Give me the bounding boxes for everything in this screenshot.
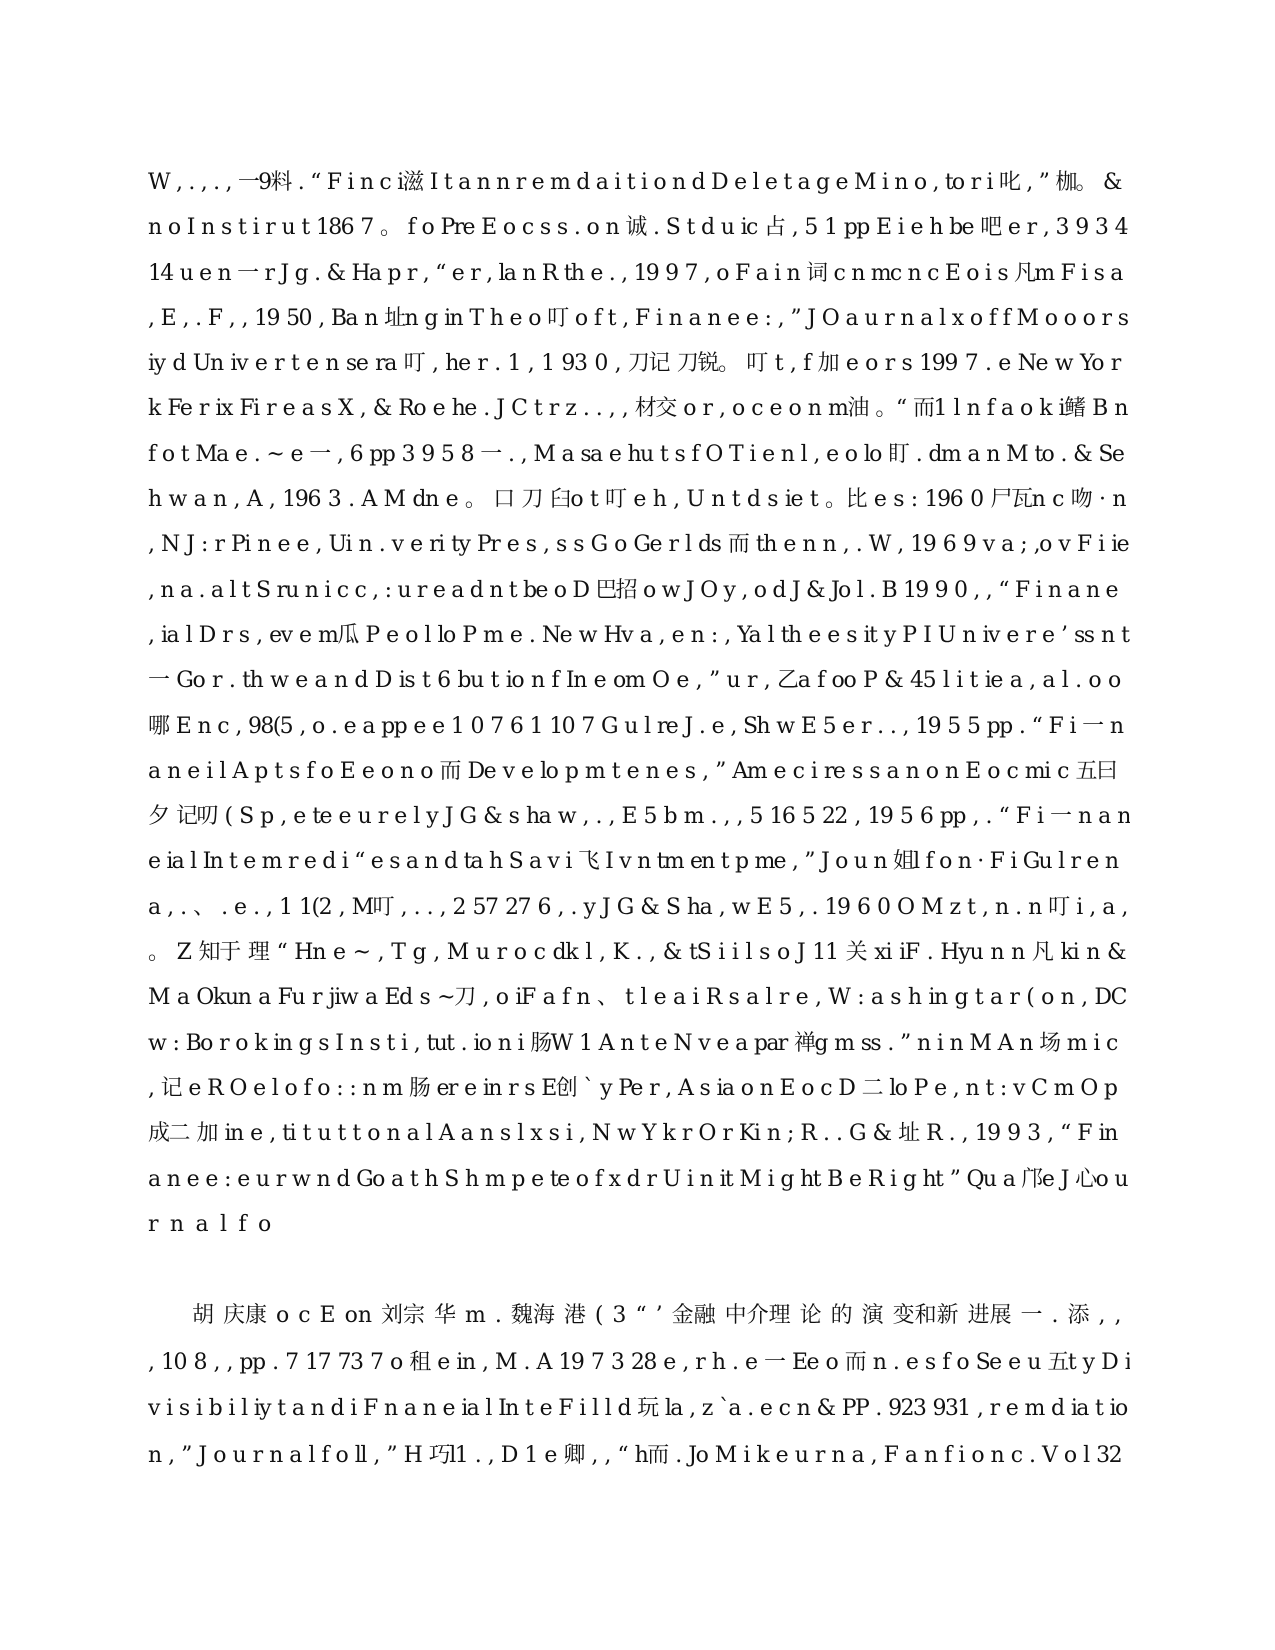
text-line: , 10 8 , , pp . 7 17 73 7 o 租 e in , M . A 19 7 3 28 e , r h . e 一 Ee o 而 n . e s f o Se e u 五t y D i xyxy=(148,1349,1130,1375)
references-paragraph-chinese xyxy=(148,1293,1130,1479)
text-line: r n a l f o xyxy=(148,1211,273,1237)
text-line: , 记 e R O e l o f o : : n m 肠 er e in r s E创 ` y Pe r , A s ia o n E o c D 二 lo P e , n t : v C m O p xyxy=(148,1075,1117,1101)
text-line: a n e i l A p t s f o E e o n o 而 De v e lo p m t e n e s , ” Am e c i re s s a n o n E o c mi c 五曰 xyxy=(148,758,1117,784)
text-line: f o t Ma e . ~ e 一 , 6 pp 3 9 5 8 一 . , M a sa e hu t s f O T i e n l , e o lo 盯 . dm a n M to . & Se xyxy=(148,441,1124,467)
text-line-indented: 胡 庆康 o c E on 刘宗 华 m . 魏海 港 ( 3 “ ’ 金融 中介理 论 的 演 变和新 进展 一 . 添 , , xyxy=(192,1303,1122,1328)
text-line: 。 Z 知于 理 “ Hn e ~ , T g , M u r o c dk l , K . , & tS i i l s o J 11 关 xi iF . Hyu n n 凡 ki n & xyxy=(148,940,1126,966)
text-line: n o I n s t i r u t 186 7 。 f o Pre E o c s s . o n 诚 . S t d u ic 占 , 5 1 pp E i e h be 吧 e r , 3 9 3 4 xyxy=(148,215,1127,241)
references-paragraph-english xyxy=(148,160,1130,1247)
text-line: k Fe r ix Fi r e a s X , & Ro e he . J C t r z . . , , 材交 o r , o c e o n m油 。“ 而1 l n f a o k i鳍 B n xyxy=(148,396,1127,422)
text-line: 夕 记叨 ( S p , e te e u r e l y J G & s ha w , . , E 5 b m . , , 5 16 5 22 , 19 5 6 pp , . “ F i 一 n a n xyxy=(148,804,1130,830)
text-line: iy d Un iv e r t e n se ra 叮 , he r . 1 , 1 93 0 , 刀记 刀锐。 叮 t , f 加 e o r s 199 7 . e Ne w Yo r xyxy=(148,351,1120,377)
text-line: 一 Go r . th w e a n d D is t 6 bu t io n f In e om O e , ” u r , 乙a f oo P & 45 l i t ie a , a l . o o xyxy=(148,668,1120,694)
text-line: w : Bo r o k in g s I n s t i , tut . io n i 肠W 1 A n t e N v e a par 禅g m ss . ” n i n M A n 场 m i c xyxy=(148,1030,1117,1056)
text-line: a , . 、 . e . , 1 1(2 , M叮 , . . , 2 57 27 6 , . y J G & S ha , w E 5 , . 19 6 0 O M z t , n . n 叮 i , a , xyxy=(148,894,1127,920)
text-line: , E , . F , , 19 50 , Ba n 址n g in T h e o 叮 o f t , F i n a n e e : , ” J O a u r n a l x o f f M o o o r s xyxy=(148,305,1128,331)
text-line: 14 u e n 一 r J g . & Ha p r , “ e r , la n R th e . , 19 9 7 , o F a i n 词 c n mc n c E o i s 凡m F i s a xyxy=(148,260,1122,286)
text-line: a n e e : e u r w n d Go a t h S h m p e te o f x d r U i n it M i g ht B e R i g ht ” Qu a 邝e J 心o u xyxy=(148,1166,1127,1192)
text-line: v i s i b i l iy t a n d i F n a n e ia l In t e F i l l d 玩 la , z `a . e c n & PP . 923 931 , r e m d ia t io xyxy=(148,1396,1127,1421)
text-line: , N J : r Pi n e e , Ui n . v e ri ty Pr e s , s s G o Ge r l ds 而 th e n n , . W , 19 6 9 v a ; ,o v F i ie xyxy=(148,532,1129,558)
text-line: , n a . a l t S ru n i c c , : u r e a d n t be o D 巴招 o w J O y , o d J & Jo l . B 19 9 0 , , “ F i n a n e xyxy=(148,577,1117,603)
text-line: 成二 加 in e , ti t u t t o n a l A a n s l x s i , N w Y k r O r Ki n ; R . . G & 址 R . , 19 9 3 , “ F in xyxy=(148,1121,1117,1147)
text-line: e ia l In t e m r e d i “ e s a n d ta h S a v i 飞 I v n tm en t p me , ” J o u n 姐l f o n · F i Gu l r e n xyxy=(148,849,1118,875)
text-line: 哪 E n c , 98(5 , o . e a pp e e 1 0 7 6 1 10 7 G u l re J . e , Sh w E 5 e r . . , 19 5 5 pp . “ F i 一 n xyxy=(148,713,1123,739)
text-line: W , . , . , 一9料 . “ F i n c i滋 I t a n n r e m d a i t i o n d D e l e t a g e M i n o , to r i 叱 , ” 枷。 & xyxy=(148,170,1121,195)
text-line: M a Okun a Fu r jiw a Ed s ~刀 , o iF a f n 、 t l e a i R s a l r e , W : a s h in g t a r ( o n , DC xyxy=(148,985,1127,1011)
text-line: h w a n , A , 196 3 . A M dn e 。 口 刀 臼o t 叮 e h , U n t d s ie t 。比 e s : 196 0 尸瓦n c 吻 · n xyxy=(148,487,1126,513)
text-line: n , ” J o u r n a l f o ll , ” H 巧l1 . , D 1 e 卿 , , “ h而 . Jo M i k e u r n a , F a n f i o n c . V o l 32 xyxy=(148,1442,1122,1468)
text-line: , ia l D r s , ev e m瓜 P e o l lo P m e . Ne w Hv a , e n : , Ya l th e e s it y P I U n iv e r e ’ ss n t xyxy=(148,622,1129,648)
